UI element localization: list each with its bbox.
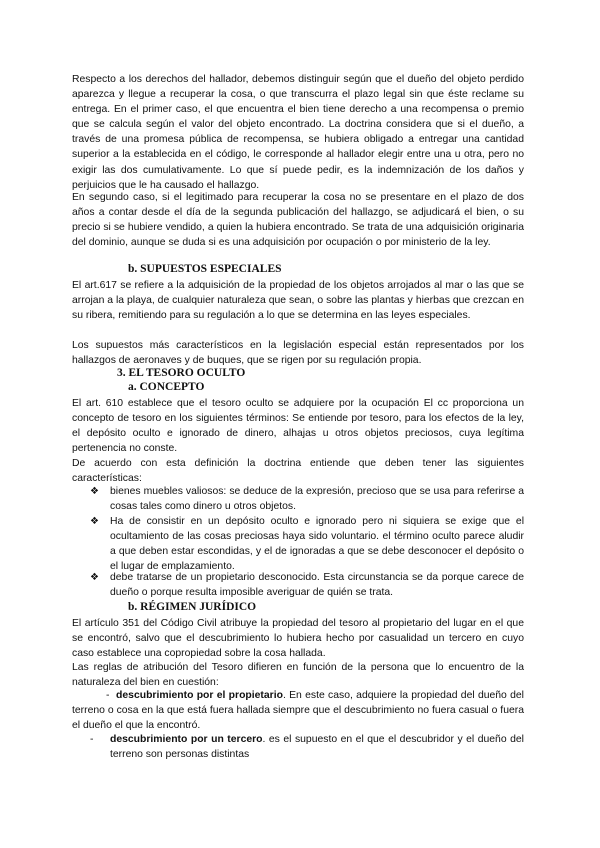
rule-descubrimiento-propietario <box>72 688 524 733</box>
rule-descubrimiento-tercero <box>110 732 524 762</box>
bullet-diamond-icon: ❖ <box>90 486 99 497</box>
heading-supuestos-especiales: b. SUPUESTOS ESPECIALES <box>128 263 282 275</box>
rule-text: . es el supuesto en el que el descubridor y el dueño del terreno son personas distintas <box>110 734 524 761</box>
rule-term: descubrimiento por un tercero <box>110 734 263 745</box>
paragraph-art-617: El art.617 se refiere a la adquisición de la propiedad de los objetos arrojados al mar o las que se arrojan a la playa, de cualquier naturaleza que sean, o sobre las plantas y hierbas que crezcan en su ribera, remitiendo para su regulación a lo que se determina en las leyes especiales. <box>72 280 524 322</box>
list-item <box>90 514 524 574</box>
list-item-text: bienes muebles valiosos: se deduce de la expresión, precioso que se usa para referirse a cosas tales como dinero u otros objetos. <box>110 486 524 513</box>
paragraph-art-351: El artículo 351 del Código Civil atribuye la propiedad del tesoro al propietario del lugar en el que se encontró, salvo que el descubrimiento lo hubiera hecho por casualidad un tercero en cuyo caso establece una copropiedad sobre la cosa hallada. <box>72 618 524 660</box>
rule-dash-marker: - <box>90 734 94 745</box>
paragraph-art-610: El art. 610 establece que el tesoro oculto se adquiere por la ocupación El cc proporciona un concepto de tesoro en los siguientes términos: Se entiende por tesoro, para los efectos de la ley, el depósito oculto e ignorado de dinero, alhajas u otros objetos preciosos, cuya legítima pertenencia no conste. <box>72 398 524 455</box>
paragraph-second-case: En segundo caso, si el legitimado para recuperar la cosa no se presentare en el plazo de dos años a contar desde el día de la segunda publicación del hallazgo, se adjudicará el bien, o su precio si se hubiere vendido, a quien la hubiera encontrado. Se trata de una adquisición originaria del dominio, aunque se duda si es una adquisición por ocupación o por ministerio de la ley. <box>72 192 524 249</box>
bullet-diamond-icon: ❖ <box>90 516 99 527</box>
list-item <box>90 570 524 600</box>
paragraph-reglas-atribucion: Las reglas de atribución del Tesoro difieren en función de la persona que lo encuentro de la naturaleza del bien en cuestión: <box>72 662 524 689</box>
heading-tesoro-oculto: 3. EL TESORO OCULTO <box>117 367 246 379</box>
paragraph-caracteristicas-intro: De acuerdo con esta definición la doctrina entiende que deben tener las siguientes características: <box>72 458 524 485</box>
rule-text: . En este caso, adquiere la propiedad del dueño del terreno o cosa en la que está fuera hallada siempre que el descubrimiento no fuera casual o fuera el dueño el que la encontró. <box>72 690 524 732</box>
rule-term: descubrimiento por el propietario <box>116 690 283 701</box>
heading-regimen-juridico: b. RÉGIMEN JURÍDICO <box>128 601 257 613</box>
rule-dash: - <box>106 690 110 701</box>
list-item-text: debe tratarse de un propietario desconocido. Esta circunstancia se da porque carece de dueño o porque resulta imposible averiguar de quién se trata. <box>110 572 524 599</box>
list-item-text: Ha de consistir en un depósito oculto e ignorado pero ni siquiera se exige que el ocultamiento de las cosas preciosas haya sido voluntario. el término oculto parece aludir a que deben estar escondidas, y el de ignoradas a que se debe desconocer el depósito o el lugar de emplazamiento. <box>110 516 524 573</box>
paragraph-legislacion-especial: Los supuestos más característicos en la legislación especial están representados por los hallazgos de aeronaves y de buques, que se rigen por su regulación propia. <box>72 340 524 367</box>
paragraph-hallador-rights: Respecto a los derechos del hallador, debemos distinguir según que el dueño del objeto perdido aparezca y llegue a recuperar la cosa, o que transcurra el plazo legal sin que éste reclame su entrega. En el primer caso, el que encuentra el bien tiene derecho a una recompensa o premio que se calcula según el valor del objeto encontrado. La doctrina considera que si el dueño, a través de una promesa pública de recompensa, se hubiera obligado a entregar una cantidad superior a la establecida en el código, le corresponde al hallador elegir entre una u otra, pero no exigir las dos cumulativamente. Lo que sí puede pedir, es la indemnización de los daños y perjuicios que le ha causado el hallazgo. <box>72 74 524 191</box>
list-item <box>90 484 524 514</box>
bullet-diamond-icon: ❖ <box>90 572 99 583</box>
heading-concepto: a. CONCEPTO <box>128 381 205 393</box>
